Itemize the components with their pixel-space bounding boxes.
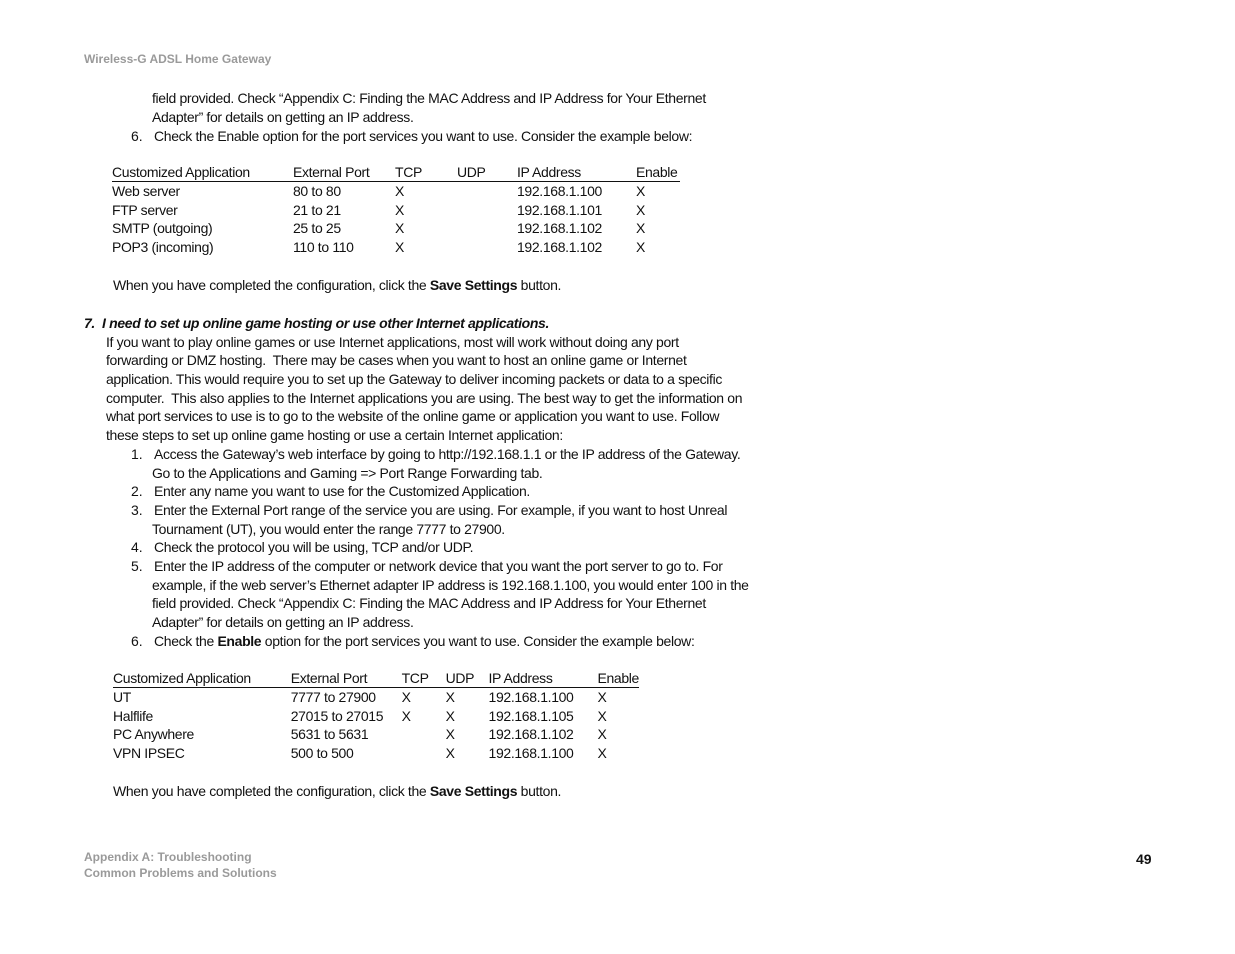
col-header: Enable [597, 670, 639, 686]
table-cell: X [445, 745, 455, 762]
table-cell [402, 744, 446, 763]
col-header: TCP [402, 669, 446, 688]
col-header: External Port [291, 669, 402, 688]
step-text: Enter the IP address of the computer or network device that you want the port server to go to. For [154, 558, 723, 574]
table-cell: X [395, 239, 404, 256]
text-span: button. [517, 783, 562, 799]
step-number: 5. [131, 558, 143, 574]
step-text: Go to the Applications and Gaming => Port Range Forwarding tab. [152, 465, 543, 481]
table-cell: Web server [112, 183, 180, 200]
text-span: When you have completed the configuration, click the [113, 277, 430, 293]
table-cell [457, 182, 517, 201]
page-number: 49 [1136, 851, 1152, 867]
step-text [154, 632, 695, 650]
table-cell: 192.168.1.100 [488, 745, 574, 762]
save-instruction-2 [113, 782, 561, 800]
table-cell: 192.168.1.100 [488, 689, 574, 706]
text-line: Adapter” for details on getting an IP address. [152, 109, 414, 125]
table-row [113, 688, 639, 707]
table-row [112, 182, 680, 201]
table-row [112, 238, 680, 257]
table-cell: 110 to 110 [293, 239, 354, 256]
step-text: Tournament (UT), you would enter the range 7777 to 27900. [152, 521, 505, 537]
text-line: field provided. Check “Appendix C: Finding the MAC Address and IP Address for Your Ethernet [152, 90, 706, 106]
table-cell: FTP server [112, 201, 178, 218]
step-number: 4. [131, 539, 143, 555]
table-cell: 80 to 80 [293, 183, 341, 200]
table-row [113, 744, 639, 763]
table-row [113, 725, 639, 744]
table-cell: SMTP (outgoing) [112, 220, 213, 237]
text-span: option for the port services you want to use. Consider the example below: [261, 633, 695, 649]
step-number: 2. [131, 483, 143, 499]
table-header-row [112, 163, 680, 182]
table-cell: X [445, 689, 455, 706]
table-cell [457, 238, 517, 257]
running-header: Wireless-G ADSL Home Gateway [84, 52, 272, 66]
table-cell: UT [113, 689, 131, 706]
table-cell: X [636, 183, 645, 200]
table-cell: 25 to 25 [293, 220, 341, 237]
step-text: Access the Gateway’s web interface by going to http://192.168.1.1 or the IP address of the Gateway. [154, 446, 741, 462]
step-text: Enter the External Port range of the service you are using. For example, if you want to host Unreal [154, 502, 728, 518]
col-header: IP Address [489, 669, 598, 688]
table-cell: 27015 to 27015 [290, 707, 384, 724]
table-cell [457, 219, 517, 238]
table-cell: X [395, 201, 404, 218]
table-cell: Halflife [113, 707, 153, 724]
step-text: Check the protocol you will be using, TCP and/or UDP. [154, 539, 474, 555]
table-cell: PC Anywhere [113, 726, 194, 743]
col-header: IP Address [517, 163, 636, 182]
table-cell [457, 201, 517, 220]
table-cell: 192.168.1.101 [517, 201, 602, 218]
step-number: 1. [131, 446, 143, 462]
step-text: Adapter” for details on getting an IP address. [152, 614, 414, 630]
paragraph-line: computer. This also applies to the Internet applications you are using. The best way to get the information on [106, 390, 743, 406]
footer-chapter: Appendix A: Troubleshooting [84, 850, 252, 864]
col-header: Customized Application [113, 669, 291, 688]
table-cell: X [597, 707, 607, 724]
table-cell: X [445, 707, 455, 724]
col-header: UDP [457, 163, 517, 182]
table-cell: 500 to 500 [290, 745, 354, 762]
table-cell: 21 to 21 [293, 201, 341, 218]
port-table-2 [113, 669, 639, 762]
save-instruction-1 [113, 276, 561, 294]
table-cell: 192.168.1.100 [517, 183, 602, 200]
table-cell: X [597, 745, 607, 762]
table-cell: X [401, 689, 411, 706]
table-row [112, 201, 680, 220]
paragraph-line: application. This would require you to set up the Gateway to deliver incoming packets or data to a specific [106, 371, 722, 387]
table-cell: 192.168.1.102 [517, 239, 602, 256]
table-cell: X [597, 726, 607, 743]
table-header-row [113, 669, 639, 688]
step-number: 3. [131, 502, 143, 518]
section-heading: 7. I need to set up online game hosting or use other Internet applications. [84, 315, 550, 331]
table-cell: 192.168.1.102 [488, 726, 574, 743]
table-cell [402, 725, 446, 744]
table-cell: VPN IPSEC [113, 745, 185, 762]
table-cell: X [636, 239, 645, 256]
step-number: 6. [131, 633, 143, 649]
table-cell: 5631 to 5631 [290, 726, 369, 743]
text-span: Check the [154, 633, 218, 649]
step-text: example, if the web server’s Ethernet adapter IP address is 192.168.1.100, you would enter 100 in the [152, 577, 749, 593]
col-header: TCP [395, 163, 457, 182]
col-header: Enable [636, 163, 680, 182]
col-header: External Port [293, 163, 395, 182]
text-span: When you have completed the configuration, click the [113, 783, 430, 799]
table-cell: X [597, 689, 607, 706]
table-cell: X [445, 726, 455, 743]
table-row [113, 707, 639, 726]
step-number: 6. [131, 128, 143, 144]
step-text: Check the Enable option for the port services you want to use. Consider the example below: [154, 128, 693, 144]
col-header: Customized Application [112, 163, 293, 182]
table-cell: 192.168.1.102 [517, 220, 602, 237]
table-cell: X [636, 201, 645, 218]
text-span: button. [517, 277, 562, 293]
step-text: Enter any name you want to use for the Customized Application. [154, 483, 530, 499]
step-text: field provided. Check “Appendix C: Finding the MAC Address and IP Address for Your Ethernet [152, 595, 706, 611]
save-settings-label: Save Settings [429, 783, 518, 799]
enable-label: Enable [217, 633, 262, 649]
footer-section: Common Problems and Solutions [84, 866, 277, 880]
table-cell: X [395, 220, 404, 237]
table-cell: X [395, 183, 404, 200]
paragraph-line: forwarding or DMZ hosting. There may be cases when you want to host an online game or Internet [106, 352, 687, 368]
table-cell: X [636, 220, 645, 237]
paragraph-line: what port services to use is to go to the website of the online game or application you want to use. Follow [106, 408, 720, 424]
table-cell: 192.168.1.105 [488, 707, 574, 724]
paragraph-line: these steps to set up online game hosting or use a certain Internet application: [106, 427, 563, 443]
table-cell: 7777 to 27900 [290, 689, 376, 706]
table-cell: POP3 (incoming) [112, 239, 214, 256]
port-table-1 [112, 163, 680, 256]
save-settings-label: Save Settings [429, 277, 518, 293]
paragraph-line: If you want to play online games or use Internet applications, most will work without doing any port [106, 334, 679, 350]
table-cell: X [401, 707, 411, 724]
table-row [112, 219, 680, 238]
col-header: UDP [446, 669, 489, 688]
